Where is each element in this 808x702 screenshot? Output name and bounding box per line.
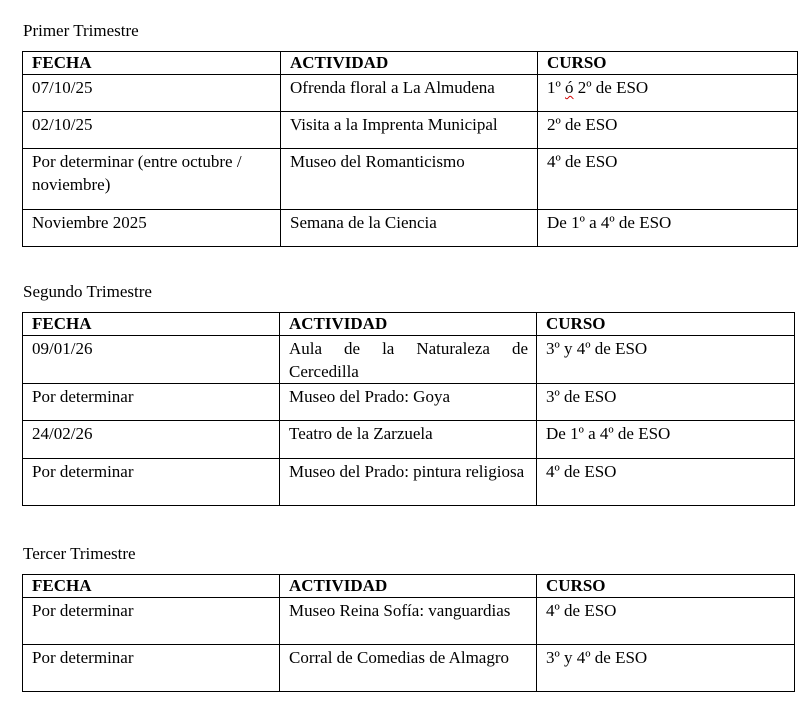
table-primer-trimestre bbox=[22, 51, 798, 247]
curso-text: 1º bbox=[547, 78, 566, 97]
table-row bbox=[23, 384, 795, 421]
fecha-cell: Por determinar bbox=[23, 384, 280, 421]
actividad-cell: Museo del Prado: Goya bbox=[280, 384, 537, 421]
fecha-cell: Por determinar bbox=[23, 598, 280, 645]
fecha-cell: 07/10/25 bbox=[23, 75, 281, 112]
table-header-row bbox=[23, 52, 798, 75]
fecha-cell: 24/02/26 bbox=[23, 421, 280, 459]
fecha-cell: Por determinar bbox=[23, 645, 280, 692]
curso-cell: De 1º a 4º de ESO bbox=[537, 421, 795, 459]
section-title-tercer-trimestre: Tercer Trimestre bbox=[23, 544, 136, 563]
actividad-cell: Semana de la Ciencia bbox=[281, 210, 538, 247]
actividad-cell: Museo Reina Sofía: vanguardias bbox=[280, 598, 537, 645]
fecha-cell: Por determinar bbox=[23, 459, 280, 506]
curso-text: 2º de ESO bbox=[573, 78, 649, 97]
spellcheck-word: ó bbox=[565, 78, 574, 97]
header-actividad: ACTIVIDAD bbox=[281, 52, 538, 75]
table-segundo-trimestre bbox=[22, 312, 795, 506]
header-curso: CURSO bbox=[537, 313, 795, 336]
fecha-cell: Por determinar (entre octubre / noviembre) bbox=[23, 149, 281, 210]
table-row bbox=[23, 75, 798, 112]
section-title-primer-trimestre: Primer Trimestre bbox=[23, 21, 139, 40]
table-row bbox=[23, 336, 795, 384]
actividad-cell: Visita a la Imprenta Municipal bbox=[281, 112, 538, 149]
curso-cell: 4º de ESO bbox=[538, 149, 798, 210]
curso-cell: 3º de ESO bbox=[537, 384, 795, 421]
fecha-cell: 09/01/26 bbox=[23, 336, 280, 384]
table-row bbox=[23, 459, 795, 506]
table-header-row bbox=[23, 575, 795, 598]
table-row bbox=[23, 598, 795, 645]
actividad-cell: Museo del Prado: pintura religiosa bbox=[280, 459, 537, 506]
table-tercer-trimestre bbox=[22, 574, 795, 692]
header-curso: CURSO bbox=[537, 575, 795, 598]
actividad-cell: Ofrenda floral a La Almudena bbox=[281, 75, 538, 112]
curso-cell: 2º de ESO bbox=[538, 112, 798, 149]
header-fecha: FECHA bbox=[23, 313, 280, 336]
header-actividad: ACTIVIDAD bbox=[280, 575, 537, 598]
header-fecha: FECHA bbox=[23, 575, 280, 598]
actividad-cell: Museo del Romanticismo bbox=[281, 149, 538, 210]
curso-cell: 3º y 4º de ESO bbox=[537, 336, 795, 384]
fecha-cell: Noviembre 2025 bbox=[23, 210, 281, 247]
table-header-row bbox=[23, 313, 795, 336]
curso-cell: 3º y 4º de ESO bbox=[537, 645, 795, 692]
actividad-cell: Aula de la Naturaleza de Cercedilla bbox=[280, 336, 537, 384]
table-row bbox=[23, 210, 798, 247]
curso-cell bbox=[538, 75, 798, 112]
actividad-cell: Corral de Comedias de Almagro bbox=[280, 645, 537, 692]
curso-cell: 4º de ESO bbox=[537, 459, 795, 506]
table-row bbox=[23, 421, 795, 459]
table-row bbox=[23, 645, 795, 692]
section-title-segundo-trimestre: Segundo Trimestre bbox=[23, 282, 152, 301]
header-fecha: FECHA bbox=[23, 52, 281, 75]
curso-cell: De 1º a 4º de ESO bbox=[538, 210, 798, 247]
actividad-cell: Teatro de la Zarzuela bbox=[280, 421, 537, 459]
curso-cell: 4º de ESO bbox=[537, 598, 795, 645]
header-actividad: ACTIVIDAD bbox=[280, 313, 537, 336]
table-row bbox=[23, 112, 798, 149]
fecha-cell: 02/10/25 bbox=[23, 112, 281, 149]
table-row bbox=[23, 149, 798, 210]
header-curso: CURSO bbox=[538, 52, 798, 75]
